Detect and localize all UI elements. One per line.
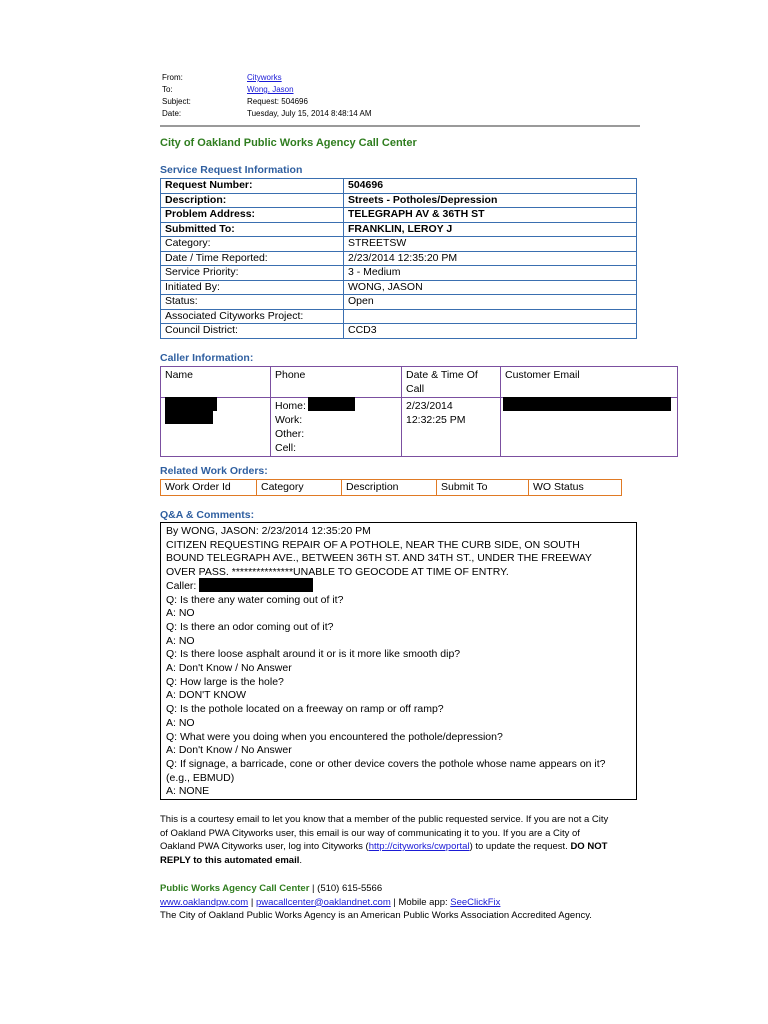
service-row-label: Description: bbox=[161, 193, 344, 208]
service-row-label: Date / Time Reported: bbox=[161, 251, 344, 266]
from-link[interactable]: Cityworks bbox=[247, 73, 282, 82]
wo-header-description: Description bbox=[342, 480, 437, 496]
subject-value: Request: 504696 bbox=[247, 97, 308, 106]
service-row-label: Request Number: bbox=[161, 179, 344, 194]
website-link[interactable]: www.oaklandpw.com bbox=[160, 896, 249, 908]
footer-separator: | bbox=[309, 883, 318, 894]
reply-warning: REPLY to this automated email bbox=[160, 854, 300, 866]
service-row bbox=[161, 179, 637, 194]
qa-line: A: NONE bbox=[166, 785, 210, 798]
service-row bbox=[161, 193, 637, 208]
service-row bbox=[161, 324, 637, 339]
mobile-app-label: Mobile app: bbox=[398, 896, 451, 908]
phone-cell-label: Cell: bbox=[275, 442, 297, 454]
service-row-value: WONG, JASON bbox=[344, 280, 637, 295]
service-row-value: 2/23/2014 12:35:20 PM bbox=[344, 251, 637, 266]
work-orders-table bbox=[160, 479, 622, 496]
call-center-name: Public Works Agency Call Center bbox=[160, 883, 310, 894]
service-row-label: Status: bbox=[161, 295, 344, 310]
wo-header-status: WO Status bbox=[529, 480, 622, 496]
cityworks-portal-link[interactable]: http://cityworks/cwportal bbox=[368, 841, 470, 852]
qa-line: Q: If signage, a barricade, cone or other device covers the pothole whose name appears on it? bbox=[166, 757, 606, 770]
service-row-label: Initiated By: bbox=[161, 280, 344, 295]
caller-datetime-cell bbox=[402, 398, 501, 457]
redacted-name-1 bbox=[165, 397, 217, 411]
courtesy-line-4-end: . bbox=[299, 854, 303, 866]
redacted-home-phone bbox=[308, 397, 355, 411]
service-row-label: Service Priority: bbox=[161, 266, 344, 281]
qa-title: Q&A & Comments: bbox=[160, 509, 255, 521]
to-label: To: bbox=[162, 85, 173, 94]
qa-line: BOUND TELEGRAPH AVE., BETWEEN 36TH ST. AND 34TH ST., UNDER THE FREEWAY bbox=[166, 552, 592, 565]
footer-line-1 bbox=[160, 882, 660, 896]
from-label: From: bbox=[162, 73, 183, 82]
service-row-label: Submitted To: bbox=[161, 222, 344, 237]
qa-line: OVER PASS. ***************UNABLE TO GEOCODE AT TIME OF ENTRY. bbox=[166, 566, 509, 579]
courtesy-line-2: of Oakland PWA Cityworks user, this email is our way of communicating it to you. If you are a City of bbox=[160, 827, 580, 839]
courtesy-line-1: This is a courtesy email to let you know that a member of the public requested service. If you are not a City bbox=[160, 814, 609, 825]
email-link[interactable]: pwacallcenter@oaklandnet.com bbox=[255, 896, 391, 908]
caller-info-table bbox=[160, 366, 678, 457]
service-row-value: Streets - Potholes/Depression bbox=[344, 193, 637, 208]
qa-line: Q: Is there an odor coming out of it? bbox=[166, 620, 334, 633]
qa-line: A: NO bbox=[166, 607, 195, 620]
caller-header-name: Name bbox=[161, 367, 271, 398]
courtesy-line-3-post: ) to update the request. bbox=[469, 841, 571, 852]
service-row-value: FRANKLIN, LEROY J bbox=[344, 222, 637, 237]
wo-header-category: Category bbox=[257, 480, 342, 496]
qa-line: Q: How large is the hole? bbox=[166, 675, 284, 688]
service-request-table bbox=[160, 178, 637, 339]
service-row-value: CCD3 bbox=[344, 324, 637, 339]
service-row bbox=[161, 280, 637, 295]
service-row bbox=[161, 208, 637, 223]
qa-line: (e.g., EBMUD) bbox=[166, 771, 235, 784]
qa-line: Q: Is there any water coming out of it? bbox=[166, 593, 344, 606]
courtesy-line-3-text: Oakland PWA Cityworks user, log into Cityworks ( bbox=[160, 841, 369, 852]
qa-line: A: NO bbox=[166, 716, 195, 729]
date-value: Tuesday, July 15, 2014 8:48:14 AM bbox=[247, 109, 372, 118]
service-row-label: Category: bbox=[161, 237, 344, 252]
seeclickfix-link[interactable]: SeeClickFix bbox=[450, 896, 501, 908]
service-row-value: Open bbox=[344, 295, 637, 310]
wo-header-id: Work Order Id bbox=[161, 480, 257, 496]
redacted-email bbox=[503, 397, 671, 411]
redacted-name-2 bbox=[165, 411, 213, 424]
qa-line: A: Don't Know / No Answer bbox=[166, 662, 292, 675]
qa-line: A: NO bbox=[166, 634, 195, 647]
qa-line: CITIZEN REQUESTING REPAIR OF A POTHOLE, NEAR THE CURB SIDE, ON SOUTH bbox=[166, 538, 580, 551]
qa-line: A: Don't Know / No Answer bbox=[166, 744, 292, 757]
service-row bbox=[161, 237, 637, 252]
call-date: 2/23/2014 bbox=[406, 400, 453, 412]
service-row-value bbox=[344, 309, 637, 324]
courtesy-line-4 bbox=[160, 854, 650, 868]
courtesy-line-3 bbox=[160, 840, 650, 854]
service-row-label: Problem Address: bbox=[161, 208, 344, 223]
service-request-title: Service Request Information bbox=[160, 164, 303, 176]
footer-line-2: www.oaklandpw.com | pwacallcenter@oaklandnet.com | Mobile app: SeeClickFix bbox=[160, 896, 501, 908]
qa-line: Q: Is there loose asphalt around it or is it more like smooth dip? bbox=[166, 648, 461, 661]
service-row bbox=[161, 251, 637, 266]
qa-line: Caller: bbox=[166, 579, 197, 592]
service-row-label: Associated Cityworks Project: bbox=[161, 309, 344, 324]
qa-line: By WONG, JASON: 2/23/2014 12:35:20 PM bbox=[166, 525, 371, 537]
call-center-phone: (510) 615-5566 bbox=[317, 883, 383, 894]
do-not-text: DO NOT bbox=[570, 841, 608, 852]
agency-title: City of Oakland Public Works Agency Call Center bbox=[160, 137, 417, 149]
caller-header-email: Customer Email bbox=[501, 367, 678, 398]
phone-work-label: Work: bbox=[275, 414, 303, 426]
service-row-value: 3 - Medium bbox=[344, 266, 637, 281]
qa-comments-box bbox=[160, 522, 637, 800]
caller-info-title: Caller Information: bbox=[160, 352, 254, 364]
accreditation-text: The City of Oakland Public Works Agency is an American Public Works Association Accredited Agency. bbox=[160, 910, 592, 921]
qa-line: A: DON'T KNOW bbox=[166, 689, 246, 702]
phone-home-label: Home: bbox=[275, 400, 306, 412]
service-row bbox=[161, 222, 637, 237]
caller-header-datetime: Date & Time Of Call bbox=[402, 367, 501, 398]
service-row bbox=[161, 295, 637, 310]
service-row-value: STREETSW bbox=[344, 237, 637, 252]
service-row-label: Council District: bbox=[161, 324, 344, 339]
redacted-caller bbox=[199, 578, 313, 592]
work-orders-title: Related Work Orders: bbox=[160, 465, 268, 477]
header-divider bbox=[160, 125, 640, 127]
service-row bbox=[161, 266, 637, 281]
footer bbox=[160, 882, 660, 923]
service-row bbox=[161, 309, 637, 324]
service-row-value: TELEGRAPH AV & 36TH ST bbox=[344, 208, 637, 223]
subject-label: Subject: bbox=[162, 97, 191, 106]
email-header bbox=[162, 73, 642, 125]
date-label: Date: bbox=[162, 109, 182, 118]
qa-line: Q: What were you doing when you encountered the pothole/depression? bbox=[166, 730, 503, 743]
wo-header-submit-to: Submit To bbox=[437, 480, 529, 496]
courtesy-notice bbox=[160, 813, 650, 867]
caller-header-phone: Phone bbox=[271, 367, 402, 398]
phone-other-label: Other: bbox=[275, 428, 305, 440]
service-row-value: 504696 bbox=[344, 179, 637, 194]
call-time: 12:32:25 PM bbox=[406, 414, 466, 426]
to-link[interactable]: Wong, Jason bbox=[247, 85, 294, 94]
qa-line: Q: Is the pothole located on a freeway on ramp or off ramp? bbox=[166, 703, 444, 716]
